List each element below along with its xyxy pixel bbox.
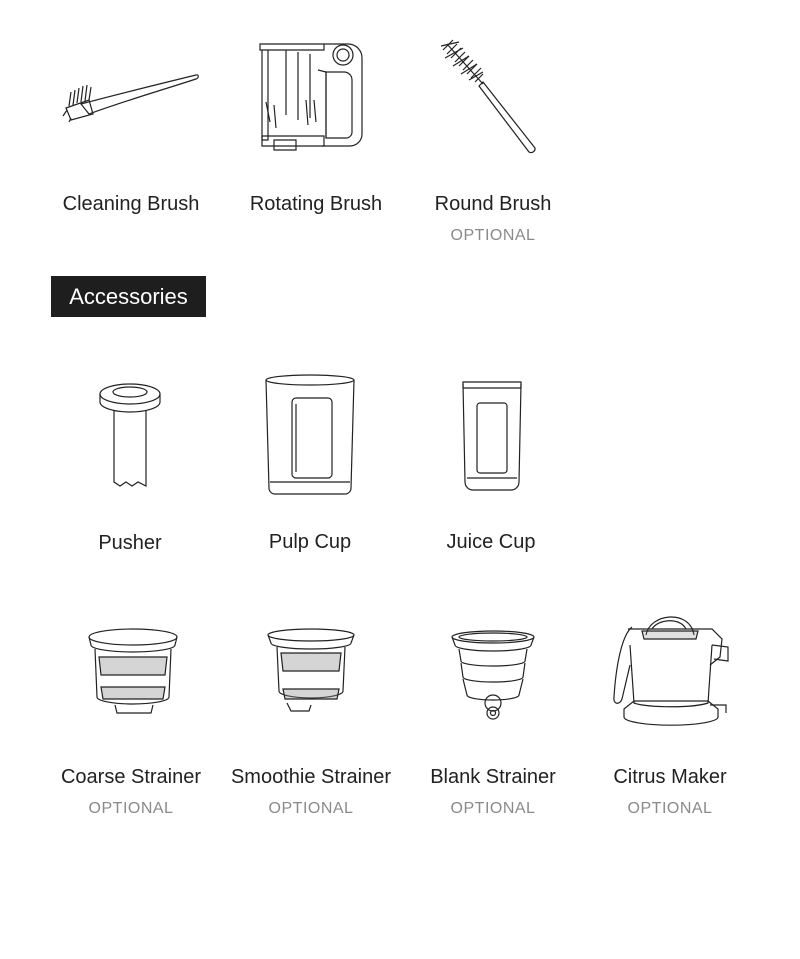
rotating-brush-icon xyxy=(226,30,406,160)
item-pulp-cup xyxy=(220,370,400,560)
label-pusher: Pusher xyxy=(98,532,162,554)
blank-strainer-icon xyxy=(403,605,583,735)
label-citrus-maker: Citrus Maker xyxy=(613,766,727,788)
item-blank-strainer xyxy=(403,605,583,825)
item-coarse-strainer xyxy=(41,605,221,825)
label-juice-cup: Juice Cup xyxy=(446,531,536,553)
coarse-strainer-icon xyxy=(41,605,221,735)
cleaning-brush-icon xyxy=(41,30,221,160)
optional-badge: OPTIONAL xyxy=(450,800,536,817)
citrus-maker-icon xyxy=(580,605,760,735)
label-coarse-strainer: Coarse Strainer xyxy=(60,766,202,788)
label-rotating-brush: Rotating Brush xyxy=(249,193,383,215)
label-smoothie-strainer: Smoothie Strainer xyxy=(230,766,392,788)
item-juice-cup xyxy=(401,370,581,560)
optional-badge: OPTIONAL xyxy=(88,800,174,817)
item-smoothie-strainer xyxy=(221,605,401,825)
item-round-brush xyxy=(403,30,583,250)
smoothie-strainer-icon xyxy=(221,605,401,735)
round-brush-icon xyxy=(403,30,583,160)
item-pusher xyxy=(40,370,220,560)
optional-badge: OPTIONAL xyxy=(268,800,354,817)
pulp-cup-icon xyxy=(220,370,400,500)
pusher-icon xyxy=(40,370,220,500)
section-title-accessories: Accessories xyxy=(51,276,206,317)
juice-cup-icon xyxy=(401,370,581,500)
item-citrus-maker xyxy=(580,605,760,825)
item-rotating-brush xyxy=(226,30,406,230)
optional-badge: OPTIONAL xyxy=(450,227,536,244)
item-cleaning-brush xyxy=(41,30,221,230)
label-round-brush: Round Brush xyxy=(434,193,552,215)
label-blank-strainer: Blank Strainer xyxy=(430,766,556,788)
optional-badge: OPTIONAL xyxy=(627,800,713,817)
label-pulp-cup: Pulp Cup xyxy=(268,531,352,553)
label-cleaning-brush: Cleaning Brush xyxy=(62,193,200,215)
